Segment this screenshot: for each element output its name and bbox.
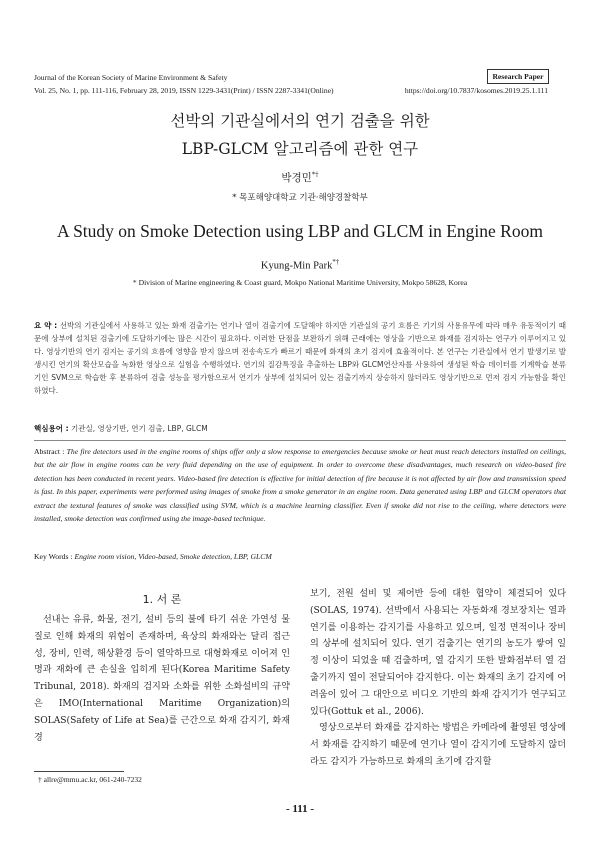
keywords-ko-label: 핵심용어 :: [34, 424, 69, 433]
footnote-divider: [34, 771, 124, 772]
abstract-ko: [34, 319, 566, 397]
keywords-en-label: Key Words :: [34, 552, 73, 561]
corresponding-author-footnote: † allre@mmu.ac.kr, 061-240-7232: [38, 775, 142, 784]
abstract-en-text: The fire detectors used in the engine rooms of ships offer only a slow response to emergencies because smoke or heat must reach detectors installed on ceilings, but the air flow in engine rooms can be very fluid depending on the use of equipment. In order to overcome these disadvantages, much research on video-based fire detection has been conducted in recent years. Video-based fire detection is effective for initial detection of fire because it is not affected by air flow and transmission speed is fast. In this paper, experiments were performed using images of smoke from a smoke generator in an engine room. Data generated using LBP and GLCM operators that extract the textural features of smoke was classified using SVM, which is a machine learning classifier. Even if smoke did not rise to the ceiling, where detectors were installed, smoke detection was confirmed using the image-based technique.: [34, 447, 567, 524]
title-en: A Study on Smoke Detection using LBP and GLCM in Engine Room: [57, 221, 543, 241]
divider: [34, 440, 566, 441]
abstract-ko-text: 선박의 기관실에서 사용하고 있는 화재 검출기는 연기나 열이 검출기에 도달해야 하지만 기관실의 공기 흐름은 기기의 사용유무에 따라 매우 유동적이기 때문에 상부에 설치된 검출기에 도달하기에는 많은 시간이 필요하다. 이러한 단점을 보완하기 위해 근래에는 영상을 기반으로 화재를 검지하는 연구가 이루어지고 있다. 영상기반의 연기 검지는 공기의 흐름에 영향을 받지 않으며 전송속도가 빠르기 때문에 화재의 초기 검지에 효율적이다. 본 연구는 기관실에서 연기 발생기로 발생시킨 연기의 확산모습을 녹화한 영상으로 실험을 수행하였다. 연기의 질감특징을 추출하는 LBP와 GLCM연산자를 사용하여 생성된 학습 데이터를 기계학습 분류기인 SVM으로 학습한 후 분류하여 검출 성능을 평가함으로서 연기가 상부에 설치되어 있는 검출기까지 상승하지 않더라도 영상기반으로 먼저 검지 가능함을 확인하였다.: [34, 321, 566, 395]
page-number: - 111 -: [285, 803, 315, 815]
journal-name: Journal of the Korean Society of Marine Environment & Safety: [34, 73, 228, 82]
author-ko-mark: *†: [311, 170, 319, 179]
volume-issue-line: Vol. 25, No. 1, pp. 111-116, February 28, 2019, ISSN 1229-3431(Print) / ISSN 2287-3341(Online): [34, 86, 334, 95]
right-paragraph-1: 보기, 전원 설비 및 제어반 등에 대한 협약이 체결되어 있다(SOLAS, 1974). 선박에서 사용되는 자동화재 경보장치는 열과 연기를 이용하는 감지기를 사용하고 있으며, 일정 면적이나 장비의 상부에 설치되어 있다. 연기 검출기는 연기의 농도가 쌓여 일정 이상이 되었을 때 검출하며, 열 감지기 또한 발화점부터 열 검출기까지 열이 전달되어야 감지한다. 이는 화재의 초기 감지에 어려움이 있어 그 대안으로 비디오 기반의 화재 감지기가 연구되고 있다(Gottuk et al., 2006).: [310, 589, 566, 717]
author-ko: [0, 170, 600, 185]
doi-link[interactable]: https://doi.org/10.7837/kosomes.2019.25.1.111: [404, 86, 548, 95]
affiliation-ko: * 목포해양대학교 기관·해양경찰학부: [232, 193, 368, 203]
keywords-ko: [34, 422, 566, 435]
abstract-en: [34, 445, 566, 525]
abstract-en-label: Abstract :: [34, 447, 65, 456]
affiliation-en: * Division of Marine engineering & Coast guard, Mokpo National Maritime University, Mokpo 58628, Korea: [132, 278, 468, 287]
author-ko-name: 박경민: [281, 172, 312, 184]
section-heading-introduction: 1. 서 론: [142, 593, 182, 606]
author-en: [0, 259, 600, 272]
body-right-column: [310, 586, 566, 771]
abstract-ko-label: 요 약 :: [34, 321, 58, 330]
keywords-en: [34, 550, 566, 563]
author-en-name: Kyung-Min Park: [260, 260, 333, 272]
keywords-en-text: Engine room vision, Video-based, Smoke detection, LBP, GLCM: [74, 552, 272, 561]
title-ko-line1: 선박의 기관실에서의 연기 검출을 위한: [170, 112, 430, 130]
author-en-mark: *†: [332, 259, 340, 266]
article-type-badge: Research Paper: [487, 69, 549, 84]
body-left-column: [34, 612, 290, 746]
right-paragraph-2: 영상으로부터 화재를 감지하는 방법은 카메라에 촬영된 영상에서 화재를 감지하기 때문에 연기나 열이 감지기에 도달하지 않더라도 감지가 가능하므로 화재의 초기에 감지할: [310, 723, 566, 767]
left-paragraph-1: 선내는 유류, 화물, 전기, 설비 등의 불에 타기 쉬운 가연성 물질로 인해 화재의 위험이 존재하며, 육상의 화재와는 달리 접근성, 장비, 인력, 해상환경 등이 열악하므로 대형화재로 이어져 인명과 재화에 큰 손실을 입히게 된다(Korea Maritime Safety Tribunal, 2018). 화재의 검지와 소화를 위한 소화설비의 규약은 IMO(International Maritime Organization)의 SOLAS(Safety of Life at Sea)를 근간으로 화재 감지기, 화재경: [34, 615, 290, 743]
keywords-ko-text: 기관실, 영상기반, 연기 검출, LBP, GLCM: [70, 424, 208, 433]
title-ko-line2: LBP-GLCM 알고리즘에 관한 연구: [181, 140, 419, 158]
